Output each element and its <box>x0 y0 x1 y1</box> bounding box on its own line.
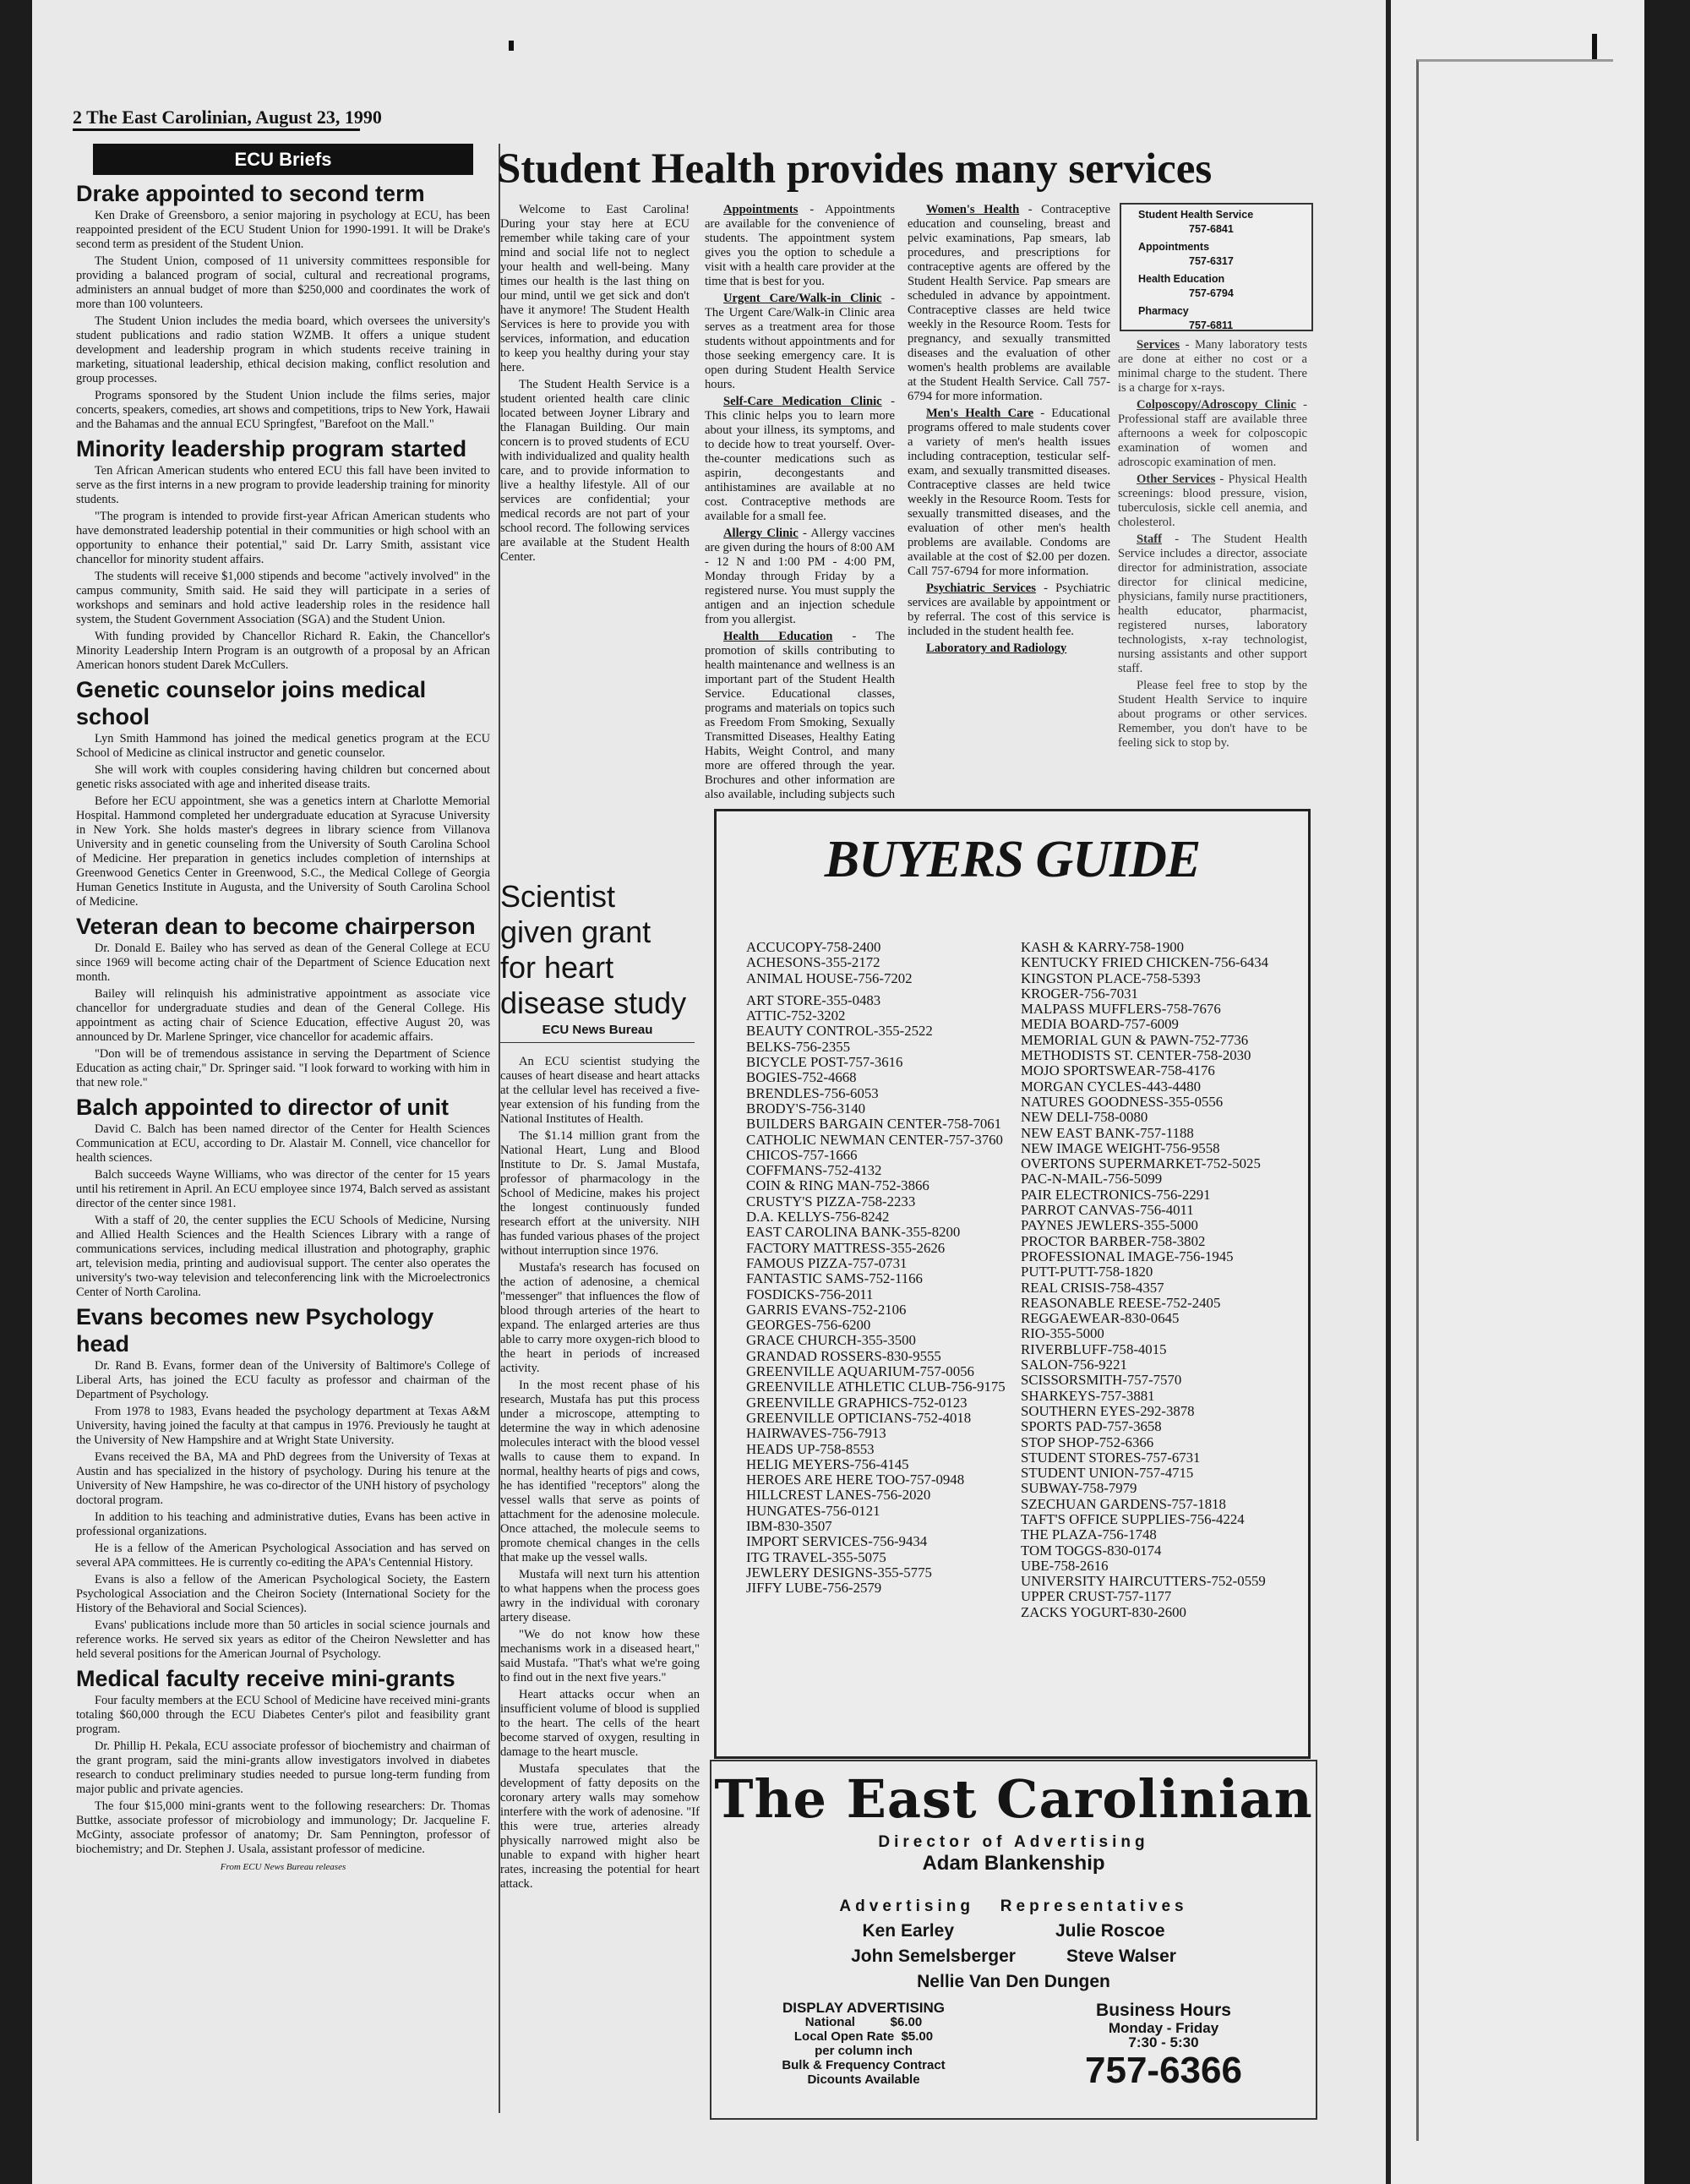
health-subhead: Staff <box>1137 532 1162 546</box>
health-paragraph: Welcome to East Carolina! During your stay here at ECU remember while taking care of your mind and social life not to neglect your health and well-being. Many times our health is the last thing on our mind, until we get sick and don't have it anymore! The Student Health Services is here to provide you with services, information, and education to keep you healthy during your stay here. <box>500 203 690 374</box>
buyers-entry: D.A. KELLYS-756-8242 <box>746 1209 890 1226</box>
reps-title: Advertising Representatives <box>839 1897 1188 1915</box>
buyers-entry: HEROES ARE HERE TOO-757-0948 <box>746 1471 965 1488</box>
buyers-entry: HILLCREST LANES-756-2020 <box>746 1487 931 1504</box>
buyers-entry: CATHOLIC NEWMAN CENTER-757-3760 <box>746 1131 1003 1148</box>
health-subhead: Allergy Clinic <box>723 527 799 540</box>
scan-mark <box>509 41 514 51</box>
hours-days: Monday - Friday <box>1108 2020 1219 2036</box>
health-paragraph <box>908 203 1110 404</box>
brief-paragraph: Lyn Smith Hammond has joined the medical genetics program at the ECU School of Medicine as clinical instructor and genetic counselor. <box>76 732 490 760</box>
buyers-entry: JEWLERY DESIGNS-355-5775 <box>746 1564 932 1581</box>
health-text: - The promotion of skills contributing to health maintenance and wellness is an important part of the Student Health Service. Educational classes, programs and materials on topics such as Freedom From Smoking, Sexually Transmitted Diseases, Healthy Eating Habits, Weight Control, and many more are offered through the year. Brochures and other information are also available, including subjects such <box>705 630 895 801</box>
buyers-entry: SHARKEYS-757-3881 <box>1021 1387 1155 1404</box>
health-text: - The Urgent Care/Walk-in Clinic area serves as a treatment area for those students without appointments and for those seeking emergency care. It is open during Student Health Service hours. <box>705 292 895 391</box>
buyers-entry: FANTASTIC SAMS-752-1166 <box>746 1270 923 1287</box>
buyers-entry: REASONABLE REESE-752-2405 <box>1021 1294 1221 1311</box>
health-text: - Psychiatric services are available by appointment or by referral. The cost of this service is included in the student health fee. <box>908 581 1110 638</box>
briefs-credit: From ECU News Bureau releases <box>220 1862 346 1872</box>
rep-name: Julie Roscoe <box>1055 1921 1165 1941</box>
health-text: - This clinic helps you to learn more about your illness, its symptoms, and to decide how to treat yourself. Over-the-counter medications such as aspirin, decongestants and antihistamines are available at no cost. Contraceptive methods are available for a small fee. <box>705 395 895 523</box>
brief-story <box>76 1094 490 1300</box>
buyers-entry: HUNGATES-756-0121 <box>746 1502 880 1519</box>
health-text: - Professional staff are available three afternoons a week for colposcopic examination of women and adroscopic examination of men. <box>1118 398 1307 469</box>
health-paragraph <box>1118 398 1307 470</box>
brief-paragraph: Ken Drake of Greensboro, a senior majoring in psychology at ECU, has been reappointed president of the ECU Student Union for 1990-1991. It will be Drake's second term as president of the Student Union. <box>76 209 490 251</box>
health-column-4 <box>1118 338 1307 803</box>
health-text: - Appointments are available for the convenience of students. The appointment system gives you the option to schedule a visit with a health care provider at the time that is best for you. <box>705 203 895 288</box>
health-subhead: Men's Health Care <box>926 407 1034 420</box>
buyers-entry: PAIR ELECTRONICS-756-2291 <box>1021 1186 1211 1203</box>
brief-paragraph: In addition to his teaching and administrative duties, Evans has been active in professional organizations. <box>76 1510 490 1538</box>
buyers-entry: HAIRWAVES-756-7913 <box>746 1425 886 1442</box>
business-hours <box>1016 2001 1311 2092</box>
health-paragraph <box>1118 532 1307 676</box>
adjacent-page-edge <box>1386 0 1644 2184</box>
brief-paragraph: Evans is also a fellow of the American Psychological Society, the Eastern Psychological Association and the Cheiron Society (International Society for the History of the Behavioral and Social Sciences). <box>76 1573 490 1615</box>
brief-paragraph: He is a fellow of the American Psychological Association and has served on several APA committees. He is currently co-editing the APA's Centennial History. <box>76 1542 490 1570</box>
buyers-entry: BRENDLES-756-6053 <box>746 1084 879 1101</box>
buyers-entry: GREENVILLE GRAPHICS-752-0123 <box>746 1394 968 1411</box>
buyers-entry: NATURES GOODNESS-355-0556 <box>1021 1093 1224 1110</box>
brief-paragraph: Before her ECU appointment, she was a genetics intern at Charlotte Memorial Hospital. Hammond completed her undergraduate education at Syracuse University in New York. She holds master's degrees in library science from Villanova University and in genetic counseling from the University of South Carolina School of Medicine. Her preparation in genetics includes completion of internships at Greenwood Genetics Center in Greenwood, S.C., the Medical College of Georgia Human Genetics Institute in Augusta, and the University of South Carolina School of Medicine. <box>76 794 490 909</box>
brief-story <box>76 1303 490 1662</box>
brief-headline: Balch appointed to director of unit <box>76 1095 449 1120</box>
buyers-entry: BEAUTY CONTROL-355-2522 <box>746 1023 933 1040</box>
brief-story <box>76 676 490 909</box>
buyers-entry: JIFFY LUBE-756-2579 <box>746 1580 882 1597</box>
page-header: 2 The East Carolinian, August 23, 1990 <box>73 106 382 128</box>
brief-story <box>76 435 490 673</box>
rate-local: Local Open Rate $5.00 <box>793 2029 934 2044</box>
brief-paragraph: "Don will be of tremendous assistance in serving the Department of Science Education as acting chair," Dr. Springer said. "I look forward to working with him in that new role." <box>76 1047 490 1089</box>
buyers-entry: NEW DELI-758-0080 <box>1021 1109 1148 1126</box>
health-phone-box <box>1120 203 1313 331</box>
health-text: - Educational programs offered to male students cover a variety of men's health issues including contraception, testicular self-exam, and sexually transmitted diseases. Contraceptive classes are held twice weekly in the Resource Room. Tests for sexually transmitted diseases, and the evaluation of other men's health problems are available. Condoms are available at the cost of $2.00 per dozen. Call 757-6794 for more information. <box>908 407 1110 578</box>
display-rates <box>711 2001 1016 2092</box>
buyers-entry: BELKS-756-2355 <box>746 1038 851 1055</box>
bulk-note: Bulk & Frequency Contract <box>782 2058 946 2072</box>
buyers-entry: HEADS UP-758-8553 <box>746 1440 875 1457</box>
brief-paragraph: David C. Balch has been named director of the Center for Health Sciences Communication at ECU, according to Dr. Alastair M. Connell, vice chancellor for health sciences. <box>76 1122 490 1165</box>
phone-label: Student Health Service <box>1138 209 1254 221</box>
buyers-entry: FOSDICKS-756-2011 <box>746 1286 874 1302</box>
buyers-entry: ACCUCOPY-758-2400 <box>746 939 881 955</box>
health-subhead: Other Services <box>1137 472 1216 486</box>
brief-paragraph: Balch succeeds Wayne Williams, who was director of the center for 15 years until his retirement in April. An ECU employee since 1974, Balch served as assistant director of the center since 1981. <box>76 1168 490 1210</box>
briefs-stories <box>76 180 490 1857</box>
buyers-guide-title: BUYERS GUIDE <box>824 831 1201 888</box>
health-text: - Many laboratory tests are done at either no cost or a minimal charge to the student. There is a charge for x-rays. <box>1118 338 1307 395</box>
health-paragraph <box>908 642 1110 656</box>
brief-headline: Minority leadership program started <box>76 436 467 461</box>
health-paragraph <box>1118 472 1307 530</box>
buyers-entry: GREENVILLE OPTICIANS-752-4018 <box>746 1409 972 1426</box>
buyers-entry: METHODISTS ST. CENTER-758-2030 <box>1021 1047 1251 1064</box>
buyers-entry: KINGSTON PLACE-758-5393 <box>1021 969 1201 986</box>
buyers-entry: TOM TOGGS-830-0174 <box>1021 1542 1162 1559</box>
buyers-entry: KENTUCKY FRIED CHICKEN-756-6434 <box>1021 954 1269 971</box>
buyers-entry: SALON-756-9221 <box>1021 1357 1127 1373</box>
buyers-entry: CRUSTY'S PIZZA-758-2233 <box>746 1193 916 1209</box>
health-subhead: Laboratory and Radiology <box>926 642 1067 655</box>
science-paragraph: Heart attacks occur when an insufficient volume of blood is supplied to the heart. The cells of the heart become starved of oxygen, resulting in damage to the heart muscle. <box>500 1688 700 1759</box>
buyers-entry: COIN & RING MAN-752-3866 <box>746 1177 930 1194</box>
brief-paragraph: The students will receive $1,000 stipends and become "actively involved" in the campus community, Smith said. He said they will participate in a series of workshops and seminars and hold active leadership roles in the residence hall system, the Student Government Association (SGA) and the Student Union. <box>76 570 490 626</box>
buyers-entry: MEMORIAL GUN & PAWN-752-7736 <box>1021 1031 1249 1048</box>
buyers-entry: RIO-355-5000 <box>1021 1325 1104 1342</box>
health-paragraph <box>705 395 895 524</box>
buyers-entry: THE PLAZA-756-1748 <box>1021 1526 1157 1543</box>
buyers-entry: NEW EAST BANK-757-1188 <box>1021 1124 1194 1141</box>
buyers-entry: IMPORT SERVICES-756-9434 <box>746 1533 928 1550</box>
phone-number: 757-6841 <box>1189 223 1234 235</box>
health-subhead: Colposcopy/Adroscopy Clinic <box>1137 398 1296 412</box>
buyers-entry: STOP SHOP-752-6366 <box>1021 1433 1154 1450</box>
buyers-entry: MEDIA BOARD-757-6009 <box>1021 1016 1179 1033</box>
buyers-guide <box>714 809 1311 1759</box>
buyers-entry: MALPASS MUFFLERS-758-7676 <box>1021 1001 1221 1018</box>
health-paragraph <box>705 527 895 627</box>
buyers-entry: MOJO SPORTSWEAR-758-4176 <box>1021 1062 1215 1079</box>
buyers-entry: UPPER CRUST-757-1177 <box>1021 1588 1172 1605</box>
buyers-entry: ACHESONS-355-2172 <box>746 954 880 971</box>
buyers-entry: ANIMAL HOUSE-756-7202 <box>746 969 913 986</box>
buyers-entry: IBM-830-3507 <box>746 1517 832 1534</box>
brief-story <box>76 913 490 1090</box>
buyers-entry: STUDENT UNION-757-4715 <box>1021 1465 1194 1482</box>
buyers-entry: KASH & KARRY-758-1900 <box>1021 939 1184 955</box>
brief-paragraph: The Student Union includes the media board, which oversees the university's student publications and radio station WZMB. It offers a unique student development and leadership program in which students receive training in marketing, situational leadership, ethical decision making, conflict resolution and group processes. <box>76 314 490 385</box>
brief-paragraph: "The program is intended to provide first-year African American students who have demonstrated leadership potential in their communities or high school with an opportunity to enhance their potential," said Dr. Larry Smith, assistant vice chancellor for minority student affairs. <box>76 510 490 566</box>
health-column-2 <box>705 203 895 803</box>
hours-time: 7:30 - 5:30 <box>1128 2034 1199 2050</box>
phone-label: Health Education <box>1138 273 1225 285</box>
brief-paragraph: Programs sponsored by the Student Union include the films series, major concerts, speakers, comedies, art shows and competitions, trips to New York, Hawaii and the Bahamas and the annual ECU Springfest, "Barefoot on the Mall." <box>76 389 490 431</box>
buyers-entry: GEORGES-756-6200 <box>746 1317 871 1334</box>
brief-paragraph: With a staff of 20, the center supplies the ECU Schools of Medicine, Nursing and Allied Health Sciences and the Health Sciences Library with a range of communications services, including medical illustration and photography, graphic art, television media, printing and audiovisual support. The center also operates the university's two-way television and teleconferencing link with the Microelectronics Center of North Carolina. <box>76 1214 490 1299</box>
rep-name: Ken Earley <box>862 1921 954 1941</box>
brief-paragraph: The Student Union, composed of 11 university committees responsible for providing a balanced program of social, cultural and recreational programs, administers an annual budget of more than $250,000 and coordinates the work of more than 100 volunteers. <box>76 254 490 311</box>
buyers-entry: OVERTONS SUPERMARKET-752-5025 <box>1021 1155 1261 1172</box>
buyers-entry: REGGAEWEAR-830-0645 <box>1021 1310 1180 1327</box>
health-text: - The Student Health Service includes a director, associate director for administration, associate director for clinical medicine, physicians, family nurse practitioners, health educator, pharmacist, registered nurses, laboratory technologists, x-ray technologist, nursing assistants and other support staff. <box>1118 532 1307 675</box>
director-name: Adam Blankenship <box>922 1852 1105 1875</box>
buyers-entry: SUBWAY-758-7979 <box>1021 1480 1137 1497</box>
health-text: Please feel free to stop by the Student Health Service to inquire about programs or other services. Remember, you don't have to be feeling sick to stop by. <box>1118 679 1307 750</box>
health-text: - Contraceptive education and counseling, breast and pelvic examinations, Pap smears, lab procedures, and prescriptions for contraceptive agents are offered by the Student Health Service. Pap smears are scheduled in advance by appointment. Contraceptive classes are held twice weekly in the Resource Room. Tests for pregnancy, and sexually transmitted diseases and the evaluation of other women's health problems are available at the Student Health Service. Call 757-6794 for more information. <box>908 203 1110 403</box>
brief-paragraph: Dr. Rand B. Evans, former dean of the University of Baltimore's College of Liberal Arts, has joined the ECU faculty as professor and chairman of the Department of Psychology. <box>76 1359 490 1401</box>
brief-paragraph: Evans' publications include more than 50 articles in social science journals and reference works. He served six years as editor of the Cheiron Newsletter and has held several positions for the American Journal of Psychology. <box>76 1619 490 1661</box>
buyers-entry: UNIVERSITY HAIRCUTTERS-752-0559 <box>1021 1573 1266 1590</box>
brief-paragraph: She will work with couples considering having children but concerned about genetic risks associated with age and inherited disease traits. <box>76 763 490 791</box>
health-headline: Student Health provides many services <box>497 145 1213 193</box>
briefs-banner: ECU Briefs <box>93 144 473 175</box>
brief-paragraph: Dr. Phillip H. Pekala, ECU associate professor of biochemistry and chairman of the grant program, said the mini-grants allow investigators involved in diabetes research to conduct preliminary studies needed to pursue long-term funding from major public and private agencies. <box>76 1739 490 1796</box>
buyers-entry: FAMOUS PIZZA-757-0731 <box>746 1254 908 1271</box>
brief-headline: Genetic counselor joins medical school <box>76 677 427 729</box>
buyers-entry: GRACE CHURCH-355-3500 <box>746 1332 916 1349</box>
director-title: Director of Advertising <box>878 1833 1149 1851</box>
ad-phone: 757-6366 <box>1085 2050 1242 2091</box>
brief-paragraph: Evans received the BA, MA and PhD degrees from the University of Texas at Austin and has specialized in the history of psychology. During his tenure at the University of New Hampshire, he was co-director of the UNH history of psychology doctoral program. <box>76 1450 490 1507</box>
health-paragraph <box>705 292 895 392</box>
buyers-entry: PAC-N-MAIL-756-5099 <box>1021 1171 1163 1188</box>
phone-label: Appointments <box>1138 241 1210 253</box>
science-paragraph: An ECU scientist studying the causes of heart disease and heart attacks at the cellular level has received a five-year extension of his funding from the National Institutes of Health. <box>500 1055 700 1126</box>
buyers-entry: COFFMANS-752-4132 <box>746 1162 882 1179</box>
health-subhead: Urgent Care/Walk-in Clinic <box>723 292 882 305</box>
health-subhead: Services <box>1137 338 1180 352</box>
brief-paragraph: From 1978 to 1983, Evans headed the psychology department at Texas A&M University, having joined the faculty at that campus in 1976. Previously he taught at the University of New Hampshire and at Wright State University. <box>76 1405 490 1447</box>
health-text: - Physical Health screenings: blood pressure, vision, tuberculosis, sickle cell anemia, and cholesterol. <box>1118 472 1307 529</box>
brief-paragraph: With funding provided by Chancellor Richard R. Eakin, the Chancellor's Minority Leadership Intern Program is an outgrowth of a proposal by an African American honors student Darek McCullers. <box>76 630 490 672</box>
health-subhead: Self-Care Medication Clinic <box>723 395 882 408</box>
health-paragraph <box>908 407 1110 579</box>
buyers-entry: ART STORE-355-0483 <box>746 991 881 1008</box>
health-paragraph <box>908 581 1110 639</box>
scan-mark <box>1592 34 1597 59</box>
discount-note: Dicounts Available <box>807 2072 920 2087</box>
phone-number: 757-6794 <box>1189 287 1234 299</box>
brief-paragraph: Ten African American students who entered ECU this fall have been invited to serve as the first interns in a new program to provide leadership training for minority students. <box>76 464 490 506</box>
buyers-entry: BOGIES-752-4668 <box>746 1069 857 1086</box>
brief-paragraph: Bailey will relinquish his administrative appointment as associate vice chancellor for undergraduate studies and dean of the General College. His appointment as acting chair of Science Education, effective August 20, was announced by Dr. Marlene Springer, vice chancellor for academic affairs. <box>76 987 490 1044</box>
buyers-entry: SZECHUAN GARDENS-757-1818 <box>1021 1495 1226 1512</box>
brief-headline: Drake appointed to second term <box>76 181 425 206</box>
science-paragraph: The $1.14 million grant from the National Heart, Lung and Blood Institute to Dr. S. Jamal Mustafa, professor of pharmacology in the School of Medicine, makes his project the longest continuously funded research effort at the university. NIH has funded various phases of the project without interruption since 1976. <box>500 1129 700 1258</box>
health-subhead: Health Education <box>723 630 833 643</box>
health-paragraph <box>705 630 895 803</box>
science-paragraph: Mustafa speculates that the development of fatty deposits on the coronary artery walls may somehow interfere with the work of adenosine. "If this were true, arteries already physically narrowed might also be unable to expand with higher heart rates, increasing the potential for heart attack. <box>500 1762 700 1891</box>
buyers-entry: PARROT CANVAS-756-4011 <box>1021 1202 1194 1219</box>
brief-story <box>76 1665 490 1857</box>
science-paragraph: Mustafa will next turn his attention to what happens when the process goes awry in the individual with coronary artery disease. <box>500 1568 700 1624</box>
health-paragraph <box>705 203 895 289</box>
rep-name: John Semelsberger <box>851 1946 1016 1966</box>
science-headline: Scientist given grant for heart disease study <box>500 879 687 1020</box>
science-column <box>500 1055 700 2111</box>
buyers-entry: BUILDERS BARGAIN CENTER-758-7061 <box>746 1116 1002 1133</box>
buyers-entry: PAYNES JEWLERS-355-5000 <box>1021 1217 1198 1234</box>
hours-title: Business Hours <box>1096 2001 1231 2020</box>
header-rule <box>73 128 360 131</box>
rate-unit: per column inch <box>815 2044 913 2058</box>
buyers-entry: MORGAN CYCLES-443-4480 <box>1021 1078 1202 1095</box>
buyers-entry: PUTT-PUTT-758-1820 <box>1021 1264 1153 1280</box>
buyers-entry: PROCTOR BARBER-758-3802 <box>1021 1232 1206 1249</box>
health-paragraph <box>1118 338 1307 396</box>
health-text: - Allergy vaccines are given during the hours of 8:00 AM - 12 N and 1:00 PM - 4:00 PM, Monday through Friday by a registered nurse. You must supply the antigen and an injection schedule from you allergist. <box>705 527 895 626</box>
health-subhead: Women's Health <box>926 203 1020 216</box>
phone-number: 757-6317 <box>1189 255 1234 267</box>
buyers-entry: REAL CRISIS-758-4357 <box>1021 1279 1164 1296</box>
science-paragraph: Mustafa's research has focused on the action of adenosine, a chemical "messenger" that influences the flow of blood through arteries of the heart to expand. The enlarged arteries are thus able to carry more oxygen-rich blood to the heart in periods of increased activity. <box>500 1261 700 1375</box>
brief-headline: Veteran dean to become chairperson <box>76 914 476 939</box>
buyers-entry: KROGER-756-7031 <box>1021 985 1138 1002</box>
display-title: DISPLAY ADVERTISING <box>782 2000 946 2016</box>
buyers-entry: GREENVILLE ATHLETIC CLUB-756-9175 <box>746 1379 1006 1395</box>
buyers-entry: CHICOS-757-1666 <box>746 1146 858 1163</box>
buyers-entry: SOUTHERN EYES-292-3878 <box>1021 1402 1195 1419</box>
buyers-entry: RIVERBLUFF-758-4015 <box>1021 1340 1167 1357</box>
buyers-entry: BRODY'S-756-3140 <box>746 1100 866 1117</box>
rep-name: Steve Walser <box>1066 1946 1176 1966</box>
phone-number: 757-6811 <box>1189 319 1234 331</box>
health-subhead: Appointments <box>723 203 799 216</box>
buyers-entry: GARRIS EVANS-752-2106 <box>746 1301 907 1318</box>
health-paragraph <box>1118 679 1307 751</box>
buyers-entry: BICYCLE POST-757-3616 <box>746 1054 903 1071</box>
buyers-list-right <box>1021 940 1268 1620</box>
brief-headline: Medical faculty receive mini-grants <box>76 1666 455 1691</box>
health-subhead: Psychiatric Services <box>926 581 1036 595</box>
buyers-entry: NEW IMAGE WEIGHT-756-9558 <box>1021 1139 1220 1156</box>
brief-paragraph: Dr. Donald E. Bailey who has served as dean of the General College at ECU since 1969 will become acting chair of the Department of Science Education next month. <box>76 942 490 984</box>
buyers-entry: ITG TRAVEL-355-5075 <box>746 1548 886 1565</box>
buyers-entry: PROFESSIONAL IMAGE-756-1945 <box>1021 1248 1234 1264</box>
buyers-entry: ZACKS YOGURT-830-2600 <box>1021 1603 1186 1620</box>
buyers-entry: SCISSORSMITH-757-7570 <box>1021 1372 1182 1389</box>
buyers-entry: SPORTS PAD-757-3658 <box>1021 1418 1162 1435</box>
science-byline: ECU News Bureau <box>500 1023 695 1043</box>
phone-label: Pharmacy <box>1138 305 1189 317</box>
rate-national: National $6.00 <box>804 2015 923 2029</box>
buyers-entry: GREENVILLE AQUARIUM-757-0056 <box>746 1363 974 1380</box>
buyers-entry: ATTIC-752-3202 <box>746 1007 846 1024</box>
brief-paragraph: The four $15,000 mini-grants went to the following researchers: Dr. Thomas Buttke, associate professor of microbiology and immunology; Dr. Jacqueline F. McGinty, associate professor of anatomy; Dr. Sam Pennington, professor of biochemistry; and Dr. Stephen J. Usala, assistant professor of medicine. <box>76 1799 490 1856</box>
buyers-entry: GRANDAD ROSSERS-830-9555 <box>746 1347 941 1364</box>
buyers-entry: FACTORY MATTRESS-355-2626 <box>746 1239 946 1256</box>
rep-name: Nellie Van Den Dungen <box>917 1972 1110 1991</box>
science-paragraph: In the most recent phase of his research, Mustafa has put this process under a microscope, attempting to determine the way in which adenosine molecules interact with the blood vessel walls to cause them to expand. In normal, healthy hearts of pigs and cows, he has identified "receptors" along the vessel walls that serve as points of attachment for the adenosine molecule. Once attached, the molecule seems to promote chemical changes in the cells that make up the vessel walls. <box>500 1379 700 1564</box>
buyers-entry: STUDENT STORES-757-6731 <box>1021 1449 1201 1466</box>
brief-paragraph: Four faculty members at the ECU School of Medicine have received mini-grants totaling $60,000 through the ECU Diabetes Center's pilot and feasibility grant program. <box>76 1694 490 1736</box>
briefs-column <box>76 144 500 2113</box>
buyers-entry: EAST CAROLINA BANK-355-8200 <box>746 1224 961 1241</box>
health-paragraph: The Student Health Service is a student oriented health care clinic located between Joyner Library and the Flanagan Building. Our main concern is to proved students of ECU with individualized and quality health care, and to provide information to live a healthy lifestyle. All of our services are confidential; your medical records are not part of your school record. The following services are available at the Student Health Center. <box>500 378 690 564</box>
buyers-entry: HELIG MEYERS-756-4145 <box>746 1455 909 1472</box>
advertising-box <box>710 1760 1317 2120</box>
buyers-entry: TAFT'S OFFICE SUPPLIES-756-4224 <box>1021 1510 1245 1527</box>
buyers-list-left <box>746 940 1006 1596</box>
buyers-entry: UBE-758-2616 <box>1021 1557 1109 1574</box>
brief-story <box>76 180 490 432</box>
health-column-3 <box>908 203 1110 803</box>
brief-headline: Evans becomes new Psychology head <box>76 1304 434 1357</box>
science-paragraph: "We do not know how these mechanisms work in a diseased heart," said Mustafa. "That's what we're going to find out in the next five years." <box>500 1628 700 1684</box>
masthead: The East Carolinian <box>714 1768 1313 1830</box>
